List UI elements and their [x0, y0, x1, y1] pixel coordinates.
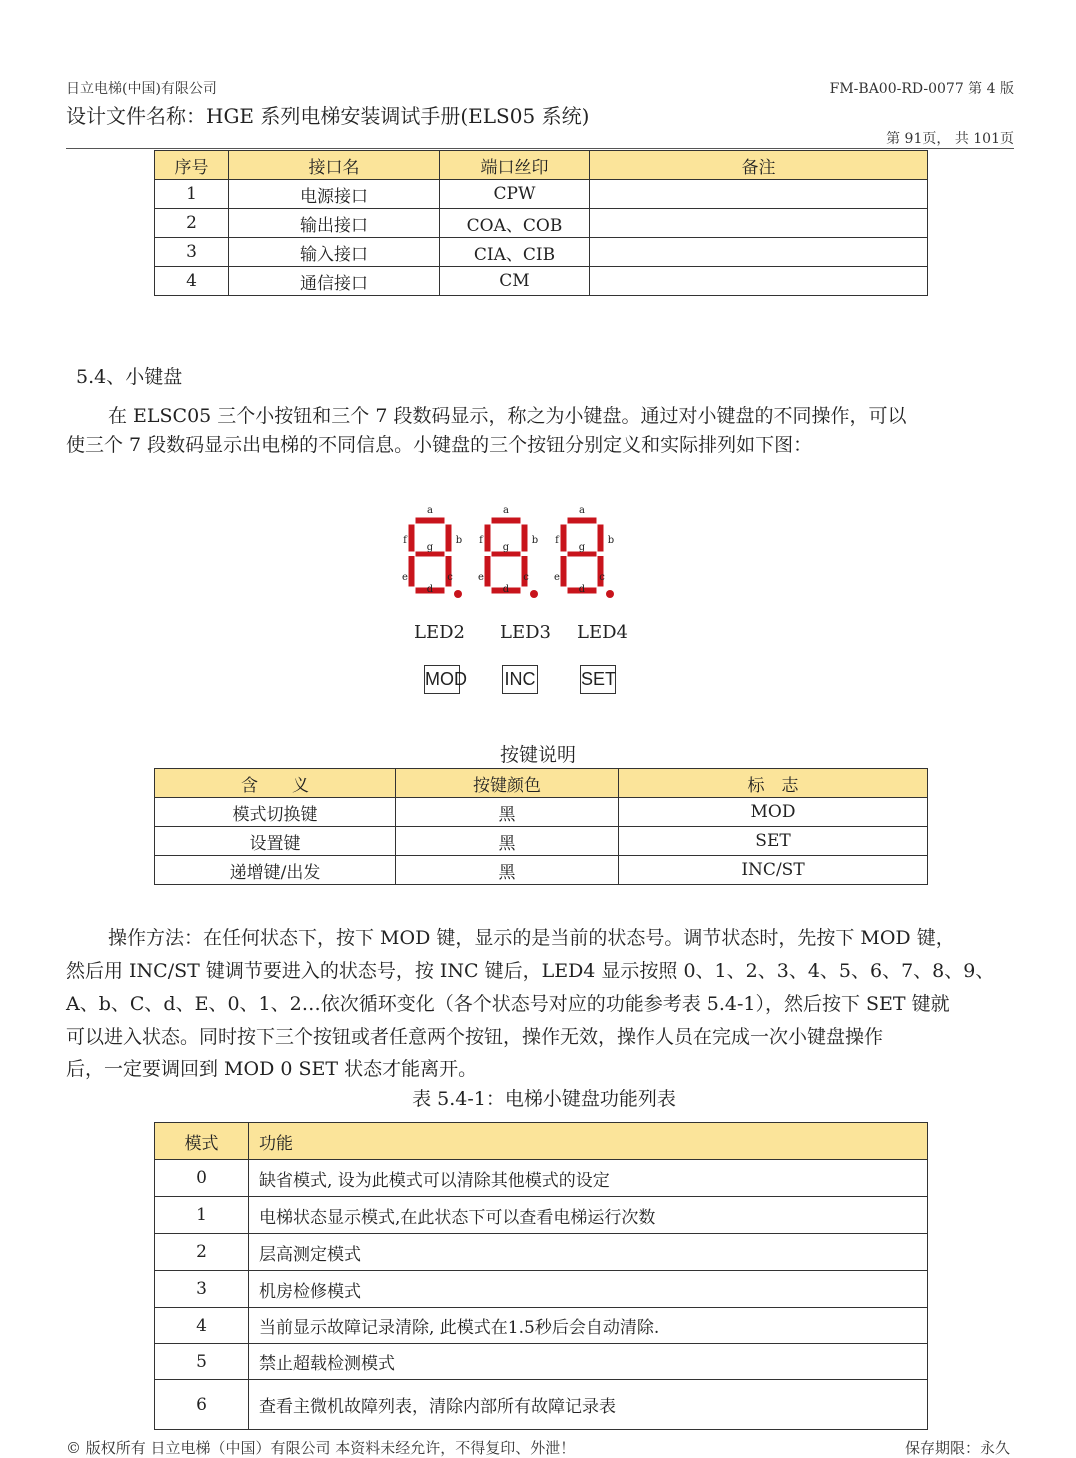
table-row: [155, 827, 928, 856]
segment-e: [484, 556, 491, 588]
port-table-header: 端口丝印: [440, 151, 590, 180]
led-label: LED2: [414, 622, 465, 643]
port-table-header: 备注: [590, 151, 928, 180]
segment-label-a: a: [503, 505, 509, 516]
led-label: LED3: [500, 622, 551, 643]
key-table-header: 按键颜色: [396, 769, 619, 798]
table-cell: 3: [155, 1271, 249, 1308]
table-cell: 电梯状态显示模式,在此状态下可以查看电梯运行次数: [249, 1197, 928, 1234]
key-table-header: 含 义: [155, 769, 396, 798]
function-table-header: 功能: [249, 1123, 928, 1160]
table-cell: [590, 209, 928, 238]
segment-b: [521, 524, 528, 552]
segment-b: [445, 524, 452, 552]
document-title: 设计文件名称：HGE 系列电梯安装调试手册(ELS05 系统): [66, 104, 590, 128]
table-row: [155, 238, 928, 267]
segment-a: [567, 517, 597, 524]
table-cell: MOD: [619, 798, 928, 827]
segment-label-f: f: [403, 535, 407, 546]
segment-label-e: e: [402, 572, 408, 583]
table-row: [155, 267, 928, 296]
segment-label-d: d: [426, 584, 434, 595]
segment-label-c: c: [523, 572, 529, 583]
decimal-point: [530, 590, 538, 598]
segment-e: [560, 556, 567, 588]
segment-label-d: d: [502, 584, 510, 595]
table-cell: 4: [155, 267, 229, 296]
table-cell: [590, 180, 928, 209]
segment-label-c: c: [447, 572, 453, 583]
table-row: [155, 1234, 928, 1271]
segment-f: [560, 524, 567, 552]
table-cell: 5: [155, 1344, 249, 1380]
segment-label-e: e: [554, 572, 560, 583]
table-row: [155, 209, 928, 238]
operation-line-3: A、b、C、d、E、0、1、2…依次循环变化（各个状态号对应的功能参考表 5.4-1），然后按下 SET 键就: [66, 993, 950, 1015]
table-cell: 1: [155, 180, 229, 209]
table-cell: COA、COB: [440, 209, 590, 238]
seven-segment-display-figure: [398, 503, 630, 607]
company-name: 日立电梯(中国)有限公司: [66, 81, 217, 97]
set-key: SET: [580, 665, 616, 694]
decimal-point: [606, 590, 614, 598]
segment-label-a: a: [427, 505, 433, 516]
key-table-caption: 按键说明: [499, 744, 576, 766]
segment-label-a: a: [579, 505, 585, 516]
segment-label-f: f: [555, 535, 559, 546]
segment-label-g: g: [578, 542, 586, 553]
table-cell: 模式切换键: [155, 798, 396, 827]
port-table: [154, 150, 928, 296]
header-rule: [66, 148, 1014, 149]
segment-label-g: g: [426, 542, 434, 553]
table-cell: 缺省模式, 设为此模式可以清除其他模式的设定: [249, 1160, 928, 1197]
page-info: 第 91页， 共 101页: [886, 131, 1014, 147]
table-cell: 输出接口: [229, 209, 440, 238]
segment-a: [415, 517, 445, 524]
function-table-caption: 表 5.4-1：电梯小键盘功能列表: [412, 1088, 676, 1110]
table-cell: CPW: [440, 180, 590, 209]
table-cell: 2: [155, 209, 229, 238]
segment-e: [408, 556, 415, 588]
segment-label-b: b: [455, 535, 463, 546]
table-cell: SET: [619, 827, 928, 856]
table-cell: 当前显示故障记录清除, 此模式在1.5秒后会自动清除.: [249, 1308, 928, 1344]
segment-f: [408, 524, 415, 552]
table-cell: 3: [155, 238, 229, 267]
operation-line-1: 操作方法：在任何状态下，按下 MOD 键，显示的是当前的状态号。调节状态时，先按下 MOD 键，: [108, 927, 955, 949]
table-cell: 黑: [396, 827, 619, 856]
table-row: [155, 1308, 928, 1344]
table-cell: 4: [155, 1308, 249, 1344]
segment-b: [597, 524, 604, 552]
document-code: FM-BA00-RD-0077 第 4 版: [829, 81, 1014, 97]
table-cell: 机房检修模式: [249, 1271, 928, 1308]
segment-f: [484, 524, 491, 552]
operation-line-2: 然后用 INC/ST 键调节要进入的状态号，按 INC 键后，LED4 显示按照 0、1、2、3、4、5、6、7、8、9、: [66, 960, 995, 982]
intro-line-2: 使三个 7 段数码显示出电梯的不同信息。小键盘的三个按钮分别定义和实际排列如下图：: [66, 434, 813, 456]
segment-label-d: d: [578, 584, 586, 595]
section-heading: 5.4、小键盘: [76, 366, 183, 388]
decimal-point: [454, 590, 462, 598]
function-table-header: 模式: [155, 1123, 249, 1160]
segment-label-b: b: [531, 535, 539, 546]
table-row: [155, 180, 928, 209]
table-cell: 查看主微机故障列表，清除内部所有故障记录表: [249, 1380, 928, 1430]
table-row: [155, 1197, 928, 1234]
segment-a: [491, 517, 521, 524]
segment-label-f: f: [479, 535, 483, 546]
table-cell: 层高测定模式: [249, 1234, 928, 1271]
inc-key: INC: [502, 665, 538, 694]
table-row: [155, 798, 928, 827]
table-cell: CIA、CIB: [440, 238, 590, 267]
segment-label-g: g: [502, 542, 510, 553]
footer-retention: 保存期限：永久: [904, 1439, 1010, 1457]
segment-label-c: c: [599, 572, 605, 583]
operation-line-5: 后，一定要调回到 MOD 0 SET 状态才能离开。: [66, 1058, 478, 1080]
table-cell: 黑: [396, 798, 619, 827]
table-cell: [590, 267, 928, 296]
port-table-header: 序号: [155, 151, 229, 180]
table-row: [155, 1380, 928, 1430]
segment-label-b: b: [607, 535, 615, 546]
table-cell: 通信接口: [229, 267, 440, 296]
segment-label-e: e: [478, 572, 484, 583]
table-cell: 2: [155, 1234, 249, 1271]
table-row: [155, 1344, 928, 1380]
led-label: LED4: [577, 622, 628, 643]
key-table-header: 标 志: [619, 769, 928, 798]
key-table: [154, 768, 928, 885]
table-row: [155, 856, 928, 885]
function-table: [154, 1122, 928, 1430]
table-cell: 1: [155, 1197, 249, 1234]
table-cell: 0: [155, 1160, 249, 1197]
operation-line-4: 可以进入状态。同时按下三个按钮或者任意两个按钮，操作无效，操作人员在完成一次小键盘操作: [66, 1026, 884, 1048]
intro-line-1: 在 ELSC05 三个小按钮和三个 7 段数码显示，称之为小键盘。通过对小键盘的不同操作，可以: [108, 405, 907, 427]
port-table-header: 接口名: [229, 151, 440, 180]
table-cell: [590, 238, 928, 267]
table-cell: 6: [155, 1380, 249, 1430]
footer-copyright: © 版权所有 日立电梯（中国）有限公司 本资料未经允许，不得复印、外泄！: [66, 1439, 576, 1457]
table-cell: CM: [440, 267, 590, 296]
table-cell: INC/ST: [619, 856, 928, 885]
table-cell: 递增键/出发: [155, 856, 396, 885]
mod-key: MOD: [424, 665, 460, 694]
table-cell: 电源接口: [229, 180, 440, 209]
table-cell: 禁止超载检测模式: [249, 1344, 928, 1380]
table-cell: 黑: [396, 856, 619, 885]
table-cell: 输入接口: [229, 238, 440, 267]
table-row: [155, 1160, 928, 1197]
table-cell: 设置键: [155, 827, 396, 856]
table-row: [155, 1271, 928, 1308]
